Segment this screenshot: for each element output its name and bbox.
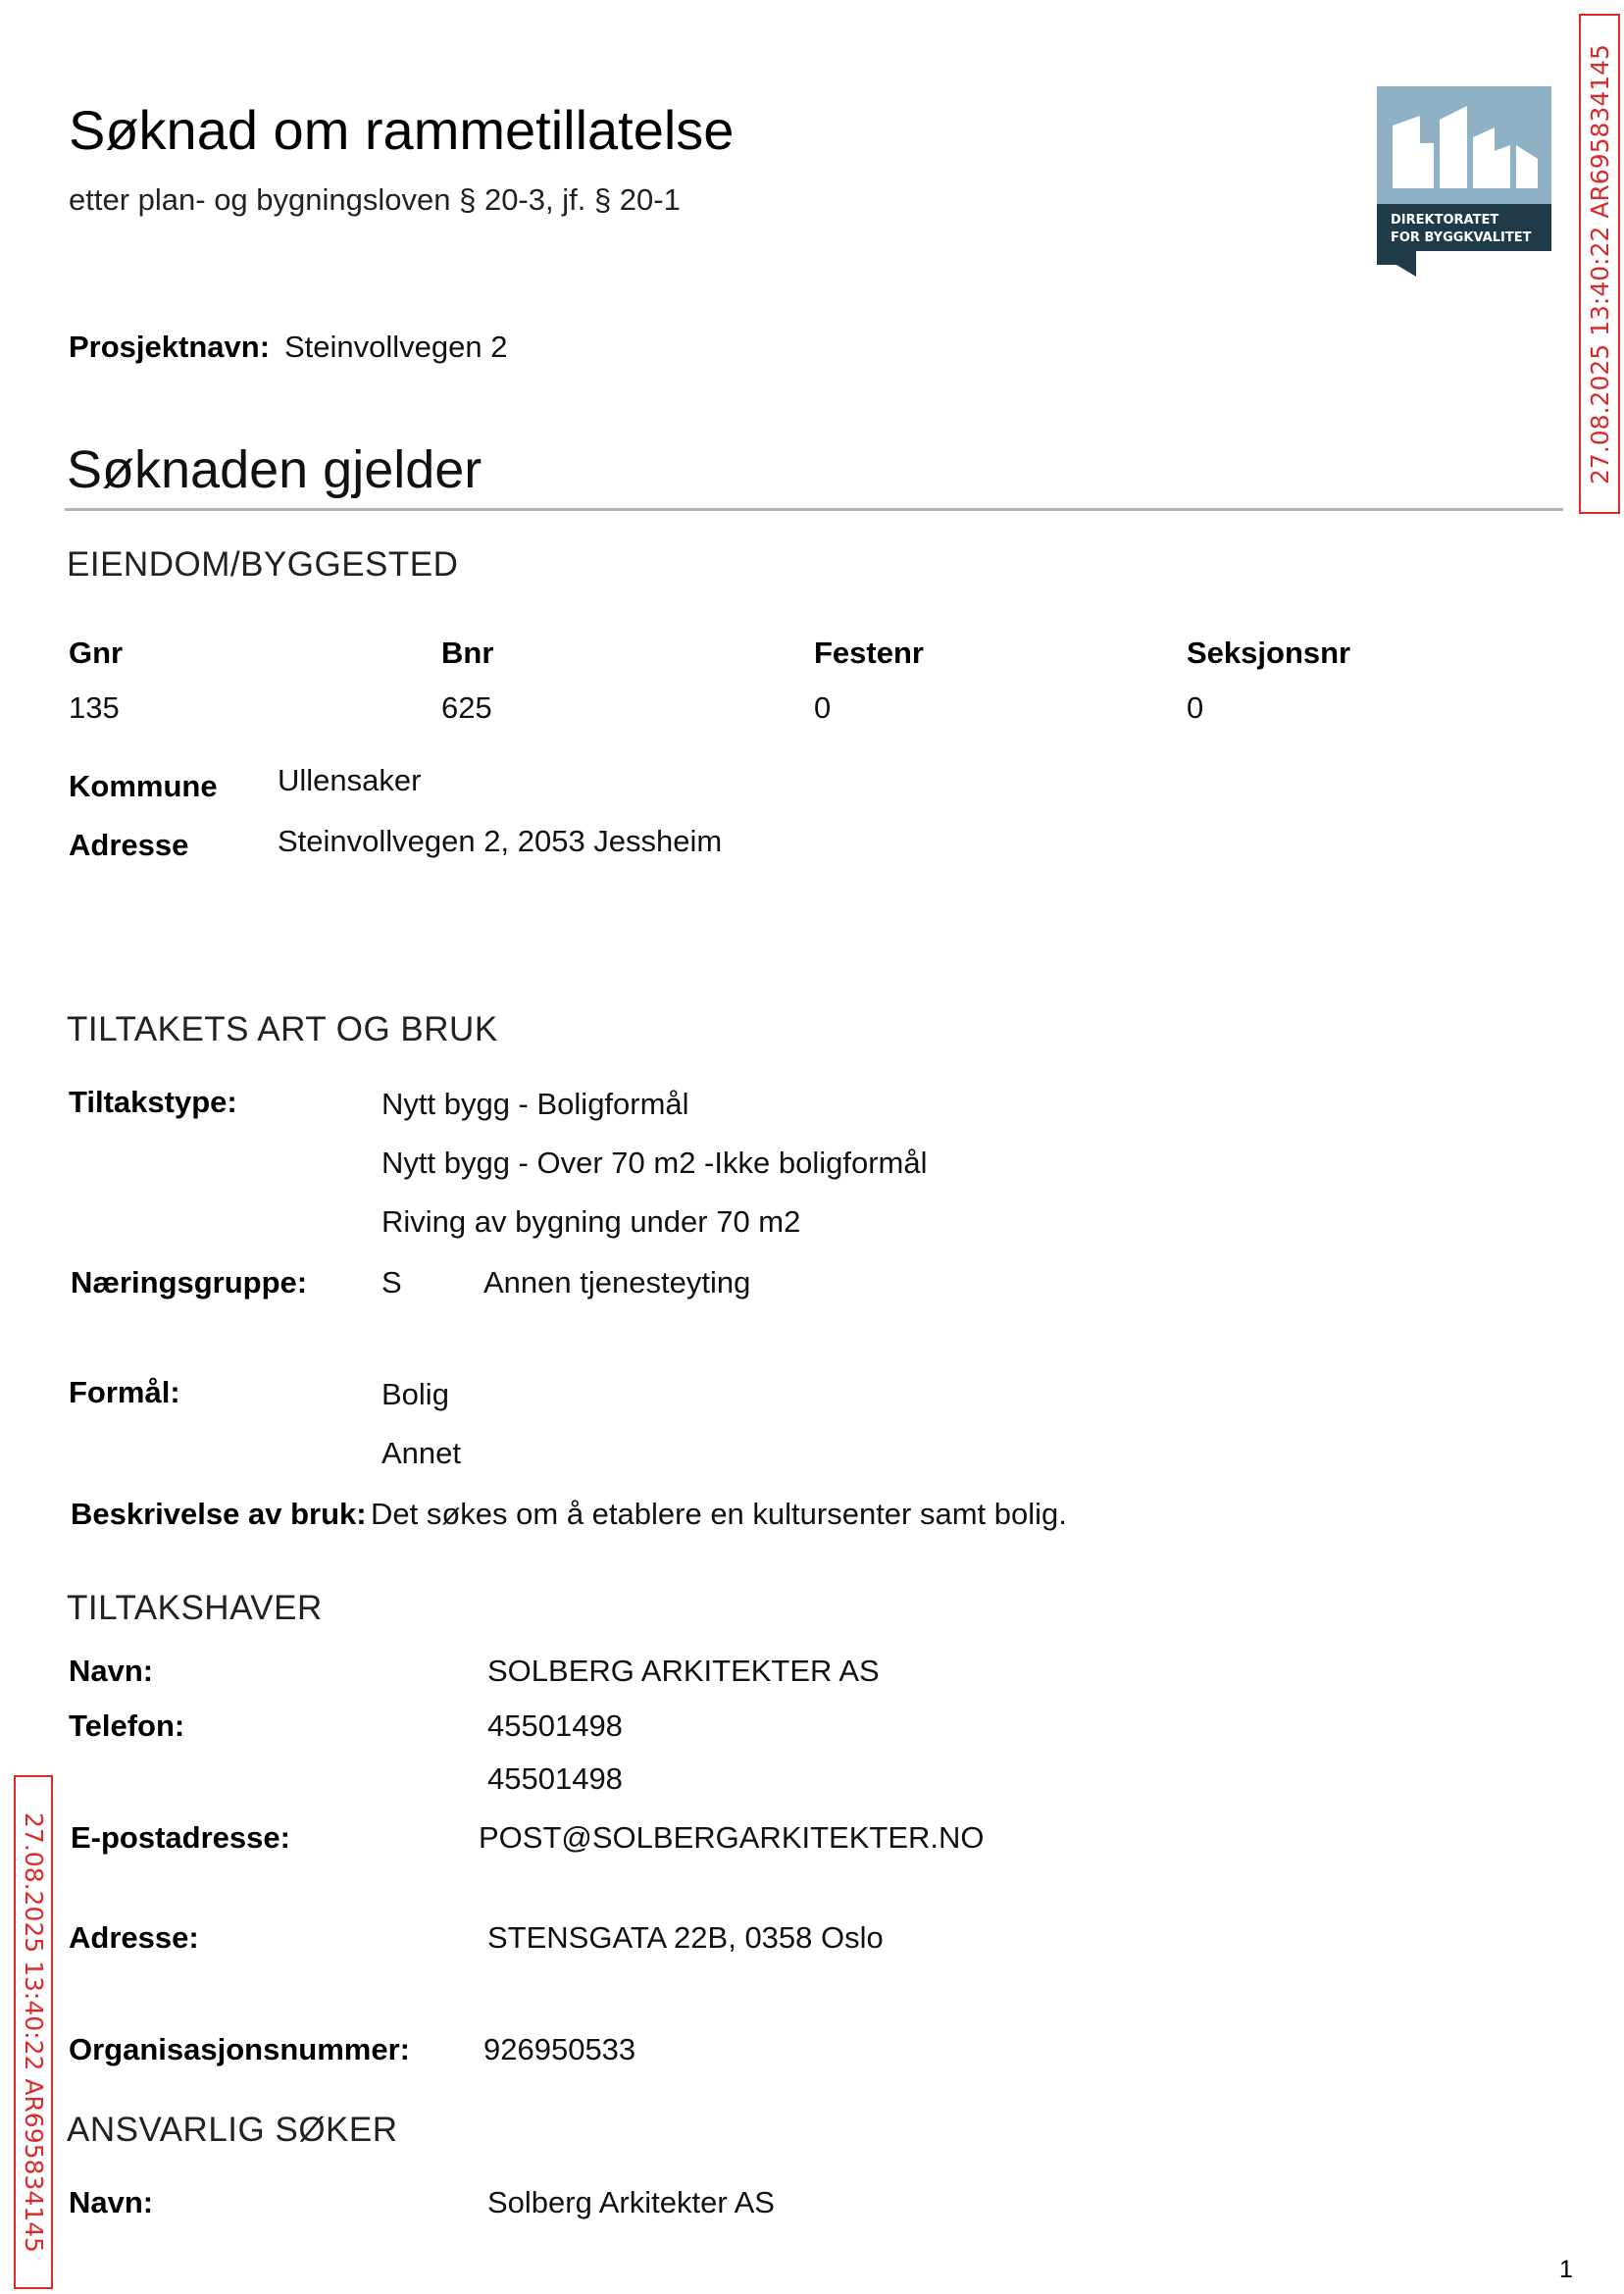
- timestamp-stamp-left: [14, 1775, 53, 2289]
- owner-name-label: Navn:: [69, 1654, 154, 1688]
- applicant-name: Solberg Arkitekter AS: [487, 2185, 775, 2219]
- seksjonsnr-value: 0: [1187, 690, 1204, 725]
- gnr-label: Gnr: [69, 636, 124, 670]
- section-divider: [65, 508, 1563, 511]
- owner-phone-2: 45501498: [487, 1761, 623, 1796]
- owner-name: SOLBERG ARKITEKTER AS: [487, 1654, 880, 1688]
- festenr-value: 0: [814, 690, 832, 725]
- applicant-heading: ANSVARLIG SØKER: [67, 2111, 398, 2149]
- owner-phone-label: Telefon:: [69, 1708, 185, 1743]
- measure-type-1: Nytt bygg - Boligformål: [381, 1087, 689, 1121]
- purpose-2: Annet: [381, 1436, 462, 1470]
- project-value: Steinvollvegen 2: [284, 330, 508, 364]
- municipality-value: Ullensaker: [278, 763, 422, 797]
- festenr-label: Festenr: [814, 636, 924, 670]
- bnr-label: Bnr: [441, 636, 494, 670]
- gnr-value: 135: [69, 690, 120, 725]
- dibk-logo: [1377, 86, 1551, 277]
- measure-heading: TILTAKETS ART OG BRUK: [67, 1010, 498, 1048]
- usage-value: Det søkes om å etablere en kultursenter samt bolig.: [371, 1497, 1067, 1531]
- industry-code: S: [381, 1265, 402, 1300]
- owner-address: STENSGATA 22B, 0358 Oslo: [487, 1920, 884, 1955]
- document-subtitle: etter plan- og bygningsloven § 20-3, jf. § 20-1: [69, 182, 681, 217]
- seksjonsnr-label: Seksjonsnr: [1187, 636, 1351, 670]
- document-title: Søknad om rammetillatelse: [69, 99, 735, 161]
- stamp-text: 27.08.2025 13:40:22 AR695834145: [19, 1811, 48, 2253]
- purpose-label: Formål:: [69, 1375, 180, 1409]
- municipality-label: Kommune: [69, 769, 218, 803]
- timestamp-stamp-right: [1579, 14, 1620, 514]
- bnr-value: 625: [441, 690, 492, 725]
- measure-type-3: Riving av bygning under 70 m2: [381, 1204, 801, 1239]
- usage-label: Beskrivelse av bruk:: [71, 1497, 367, 1531]
- address-label: Adresse: [69, 828, 189, 862]
- logo-line-1: DIREKTORATET: [1391, 213, 1499, 228]
- industry-name: Annen tjenesteyting: [483, 1265, 751, 1300]
- applicant-name-label: Navn:: [69, 2185, 154, 2219]
- owner-phone-1: 45501498: [487, 1708, 623, 1743]
- measure-type-label: Tiltakstype:: [69, 1085, 237, 1119]
- address-value: Steinvollvegen 2, 2053 Jessheim: [278, 824, 723, 858]
- owner-heading: TILTAKSHAVER: [67, 1589, 323, 1627]
- stamp-text: 27.08.2025 13:40:22 AR695834145: [1585, 43, 1614, 484]
- section-title: Søknaden gjelder: [67, 440, 482, 499]
- owner-org: 926950533: [483, 2032, 636, 2066]
- logo-line-2: FOR BYGGKVALITET: [1391, 230, 1532, 245]
- project-label: Prosjektnavn:: [69, 330, 271, 364]
- owner-email: POST@SOLBERGARKITEKTER.NO: [479, 1820, 985, 1855]
- purpose-1: Bolig: [381, 1377, 449, 1411]
- owner-org-label: Organisasjonsnummer:: [69, 2032, 410, 2066]
- measure-type-2: Nytt bygg - Over 70 m2 -Ikke boligformål: [381, 1146, 928, 1180]
- owner-email-label: E-postadresse:: [71, 1820, 290, 1855]
- dibk-logo-icon: [1377, 86, 1551, 277]
- property-heading: EIENDOM/BYGGESTED: [67, 545, 459, 584]
- industry-label: Næringsgruppe:: [71, 1265, 308, 1300]
- owner-address-label: Adresse:: [69, 1920, 199, 1955]
- page-number: 1: [1559, 2256, 1573, 2283]
